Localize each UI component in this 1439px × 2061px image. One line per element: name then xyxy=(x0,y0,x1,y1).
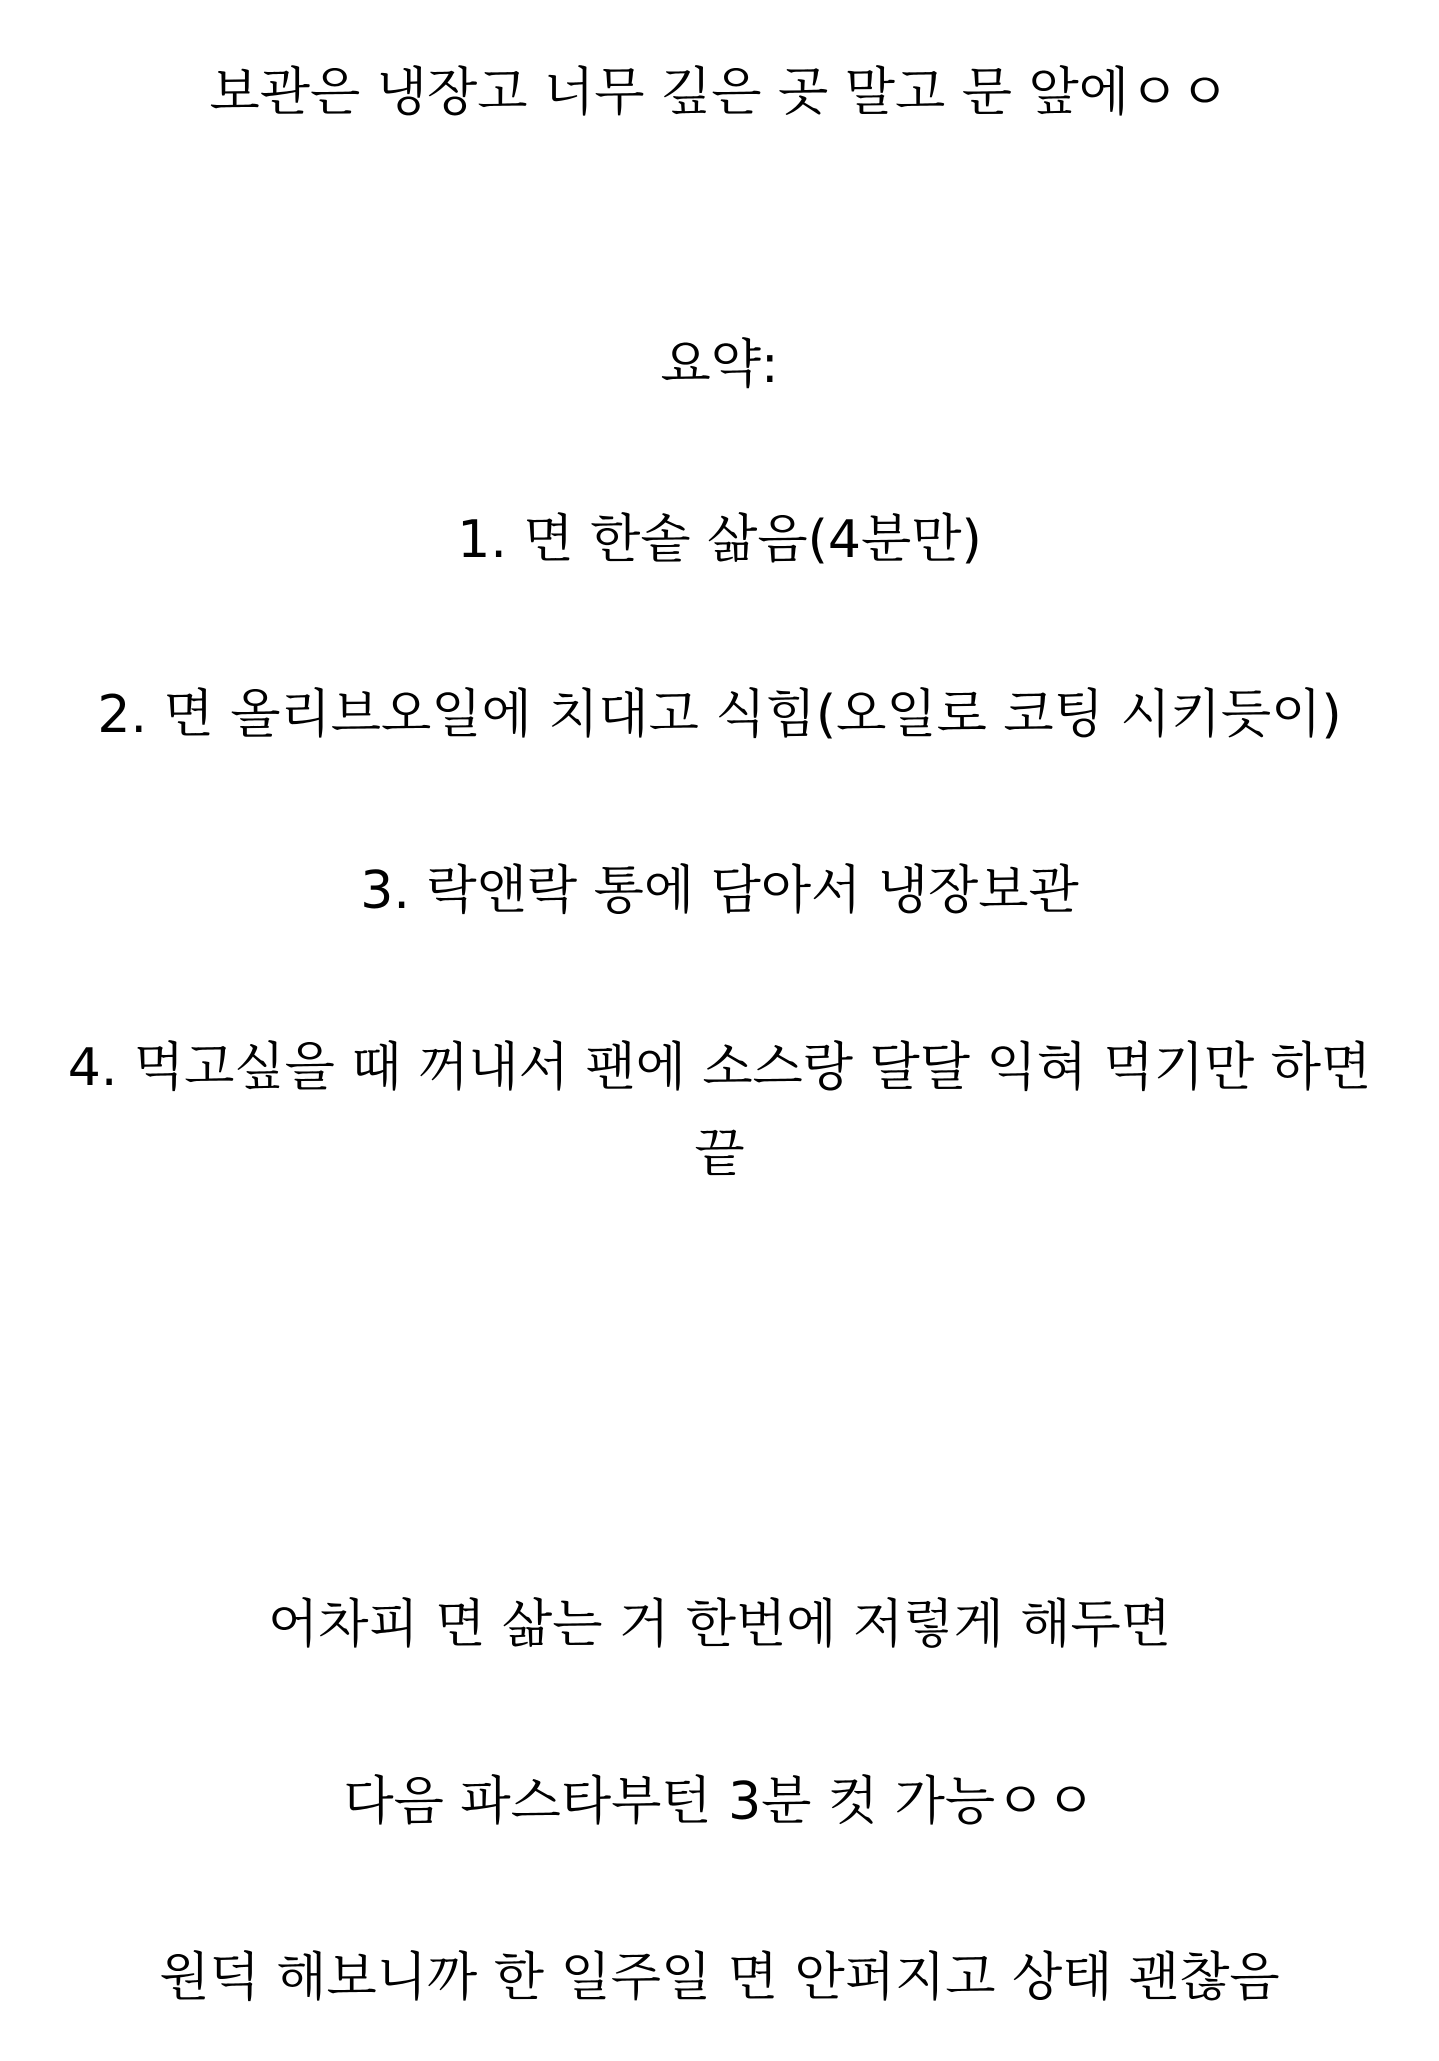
text-line-week-note: 원덕 해보니까 한 일주일 면 안퍼지고 상태 괜찮음 xyxy=(159,1948,1280,2008)
text-line-storage-tip: 보관은 냉장고 너무 깊은 곳 말고 문 앞에ㅇㅇ xyxy=(209,63,1230,123)
text-line-step-1: 1. 면 한솥 삶음(4분만) xyxy=(457,510,982,570)
text-line-step-4: 4. 먹고싶을 때 꺼내서 팬에 소스랑 달달 익혀 먹기만 하면 끝 xyxy=(67,1038,1372,1184)
text-line-step-2: 2. 면 올리브오일에 치대고 식힘(오일로 코팅 시키듯이) xyxy=(97,685,1342,745)
text-line-summary-heading: 요약: xyxy=(660,335,779,395)
text-line-batch-note: 어차피 면 삶는 거 한번에 저렇게 해두면 xyxy=(268,1595,1171,1655)
text-line-next-pasta: 다음 파스타부턴 3분 컷 가능ㅇㅇ xyxy=(343,1772,1096,1832)
text-line-step-3: 3. 락앤락 통에 담아서 냉장보관 xyxy=(360,861,1079,921)
